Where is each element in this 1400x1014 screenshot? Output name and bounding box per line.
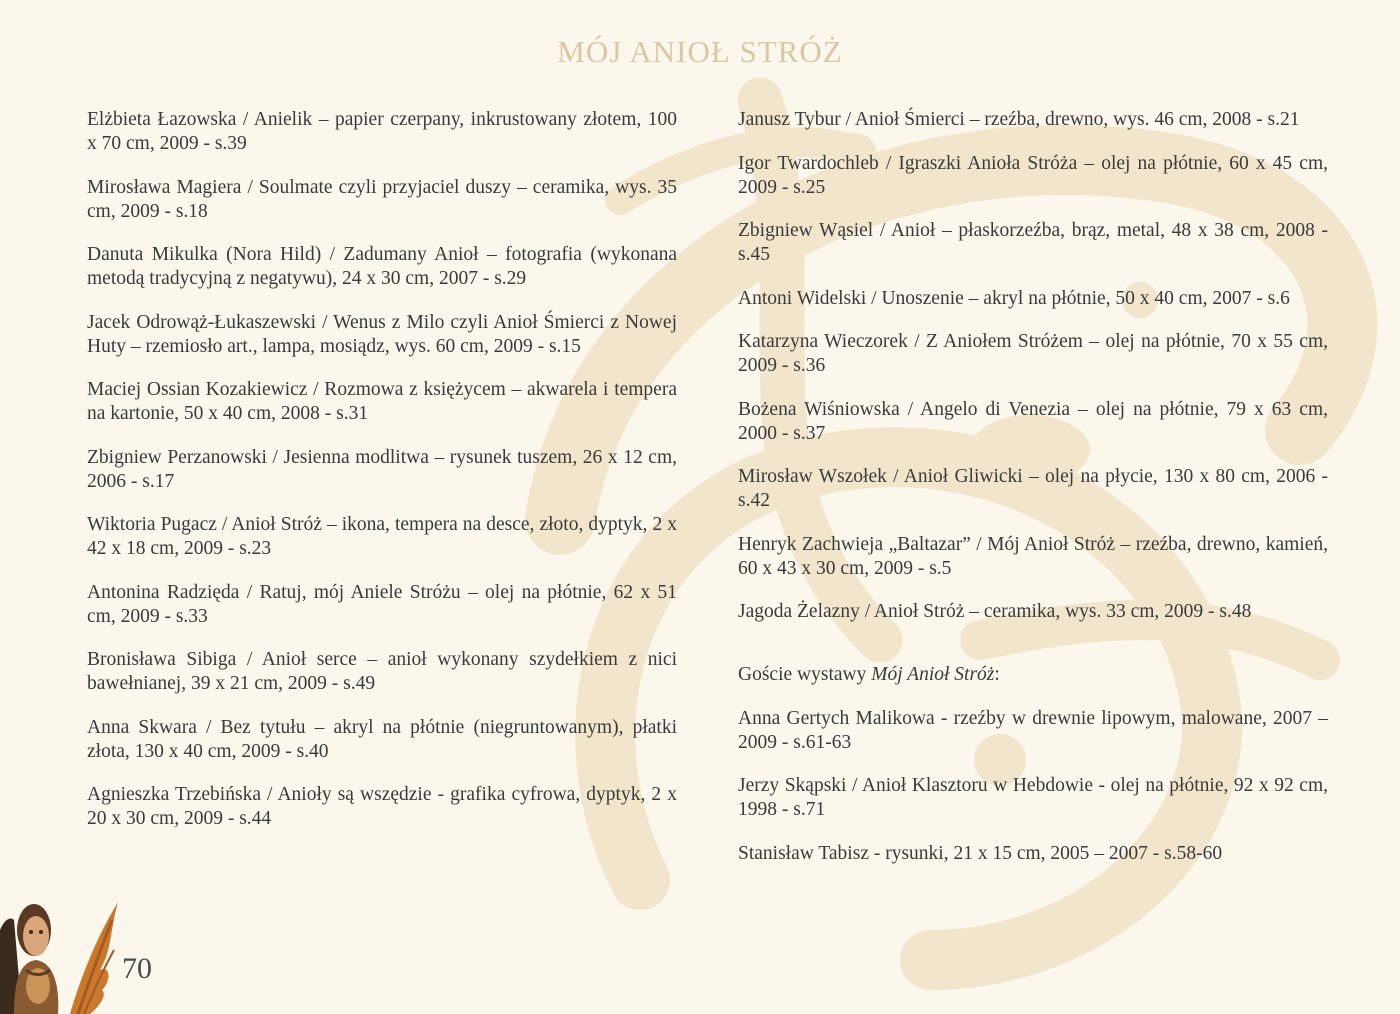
list-item: Bożena Wiśniowska / Angelo di Venezia – olej na płótnie, 79 x 63 cm, 2000 - s.37: [738, 398, 1328, 444]
guests-heading: [738, 663, 1328, 687]
list-item: Zbigniew Wąsiel / Anioł – płaskorzeźba, brąz, metal, 48 x 38 cm, 2008 - s.45: [738, 220, 1328, 265]
guest-item: Anna Gertych Malikowa - rzeźby w drewnie lipowym, malowane, 2007 – 2009 - s.61-63: [738, 707, 1328, 753]
guest-item: Stanisław Tabisz - rysunki, 21 x 15 cm, 2005 – 2007 - s.58-60: [738, 842, 1223, 864]
guest-item: Jerzy Skąpski / Anioł Klasztoru w Hebdowie - olej na płótnie, 92 x 92 cm, 1998 - s.71: [738, 775, 1328, 820]
list-item: Danuta Mikulka (Nora Hild) / Zadumany Anioł – fotografia (wykonana metodą tradycyjną z negatywu), 24 x 30 cm, 2007 - s.29: [87, 244, 677, 289]
guests-heading-suffix: :: [994, 664, 1000, 685]
list-item: Anna Skwara / Bez tytułu – akryl na płótnie (niegruntowanym), płatki złota, 130 x 40 cm, 2009 - s.40: [87, 716, 677, 762]
list-item: Zbigniew Perzanowski / Jesienna modlitwa – rysunek tuszem, 26 x 12 cm, 2006 - s.17: [87, 446, 677, 492]
right-column: [738, 108, 1328, 885]
list-item: Mirosława Magiera / Soulmate czyli przyjaciel duszy – ceramika, wys. 35 cm, 2009 - s.18: [87, 176, 677, 222]
list-item: Janusz Tybur / Anioł Śmierci – rzeźba, drewno, wys. 46 cm, 2008 - s.21: [738, 109, 1300, 130]
list-item: Elżbieta Łazowska / Anielik – papier czerpany, inkrustowany złotem, 100 x 70 cm, 2009 - s.39: [87, 109, 677, 154]
list-item: Jacek Odrowąż-Łukaszewski / Wenus z Milo czyli Anioł Śmierci z Nowej Huty – rzemiosło art., lampa, mosiądz, wys. 60 cm, 2009 - s.15: [87, 311, 677, 357]
left-column: [87, 108, 677, 851]
list-item: Antoni Widelski / Unoszenie – akryl na płótnie, 50 x 40 cm, 2007 - s.6: [738, 287, 1290, 309]
guests-heading-title: Mój Anioł Stróż: [871, 664, 995, 685]
list-item: Antonina Radzięda / Ratuj, mój Aniele Stróżu – olej na płótnie, 62 x 51 cm, 2009 - s.33: [87, 581, 677, 627]
list-item: Mirosław Wszołek / Anioł Gliwicki – olej na płycie, 130 x 80 cm, 2006 - s.42: [738, 466, 1328, 511]
list-item: Igor Twardochleb / Igraszki Anioła Stróża – olej na płótnie, 60 x 45 cm, 2009 - s.25: [738, 152, 1328, 198]
list-item: Maciej Ossian Kozakiewicz / Rozmowa z księżycem – akwarela i tempera na kartonie, 50 x 40 cm, 2008 - s.31: [87, 379, 677, 424]
list-item: Agnieszka Trzebińska / Anioły są wszędzie - grafika cyfrowa, dyptyk, 2 x 20 x 30 cm, 2009 - s.44: [87, 784, 677, 829]
guests-heading-prefix: Goście wystawy: [738, 664, 872, 685]
list-item: Wiktoria Pugacz / Anioł Stróż – ikona, tempera na desce, złoto, dyptyk, 2 x 42 x 18 cm, 2009 - s.23: [87, 514, 677, 559]
list-item: Henryk Zachwieja „Baltazar” / Mój Anioł Stróż – rzeźba, drewno, kamień, 60 x 43 x 30 cm, 2009 - s.5: [738, 533, 1328, 579]
angel-figure-image: [0, 890, 125, 1014]
page-title: MÓJ ANIOŁ STRÓŻ: [557, 34, 843, 69]
list-item: Jagoda Żelazny / Anioł Stróż – ceramika, wys. 33 cm, 2009 - s.48: [738, 601, 1252, 622]
list-item: Bronisława Sibiga / Anioł serce – anioł wykonany szydełkiem z nici bawełnianej, 39 x 21 cm, 2009 - s.49: [87, 649, 677, 694]
page-number: 70: [122, 952, 152, 985]
list-item: Katarzyna Wieczorek / Z Aniołem Stróżem – olej na płótnie, 70 x 55 cm, 2009 - s.36: [738, 331, 1328, 376]
